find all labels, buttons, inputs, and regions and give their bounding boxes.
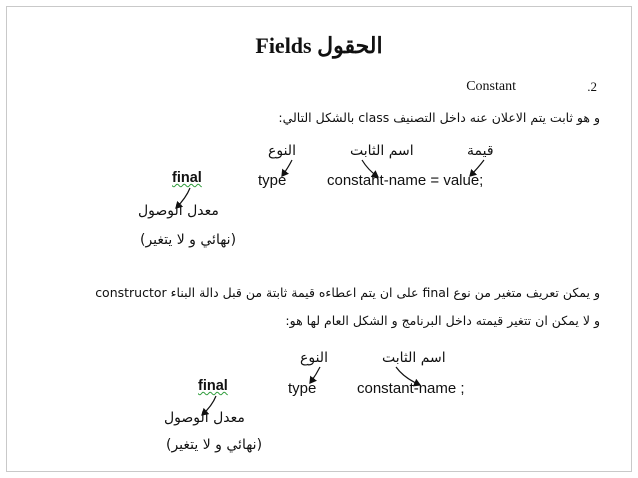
annotation-modifier-2: معدل الوصول <box>164 410 245 426</box>
annotation-value-1: قيمة <box>467 143 494 159</box>
section-label: Constant <box>466 79 516 94</box>
annotation-modifier-note-2: (نهائي و لا يتغير) <box>166 437 263 453</box>
code-declaration-1: constant-name = value; <box>327 172 484 189</box>
code-final-keyword-2: final <box>198 378 228 394</box>
code-type-2: type <box>288 380 317 397</box>
section-number: .2 <box>587 79 597 94</box>
slide <box>6 6 632 472</box>
paragraph-line-1: و هو ثابت يتم الاعلان عنه داخل التصنيف class بالشكل التالي: <box>278 110 600 125</box>
code-declaration-2: constant-name ; <box>357 380 465 397</box>
paragraph-line-2: و يمكن تعريف متغير من نوع final على ان يتم اعطاءه قيمة ثابتة من قبل دالة البناء constructor <box>95 285 600 300</box>
annotation-modifier-note-1: (نهائي و لا يتغير) <box>140 232 237 248</box>
slide-title: Fields الحقول <box>255 33 383 58</box>
annotation-type-2: النوع <box>300 350 328 366</box>
code-final-keyword-1: final <box>172 170 202 186</box>
code-type-1: type <box>258 172 287 189</box>
paragraph-line-3: و لا يمكن ان تتغير قيمته داخل البرنامج و الشكل العام لها هو: <box>285 313 600 328</box>
annotation-constant-name-2: اسم الثابت <box>382 350 446 366</box>
annotation-type-1: النوع <box>268 143 296 159</box>
annotation-modifier-1: معدل الوصول <box>138 203 219 219</box>
annotation-constant-name-1: اسم الثابت <box>350 143 414 159</box>
